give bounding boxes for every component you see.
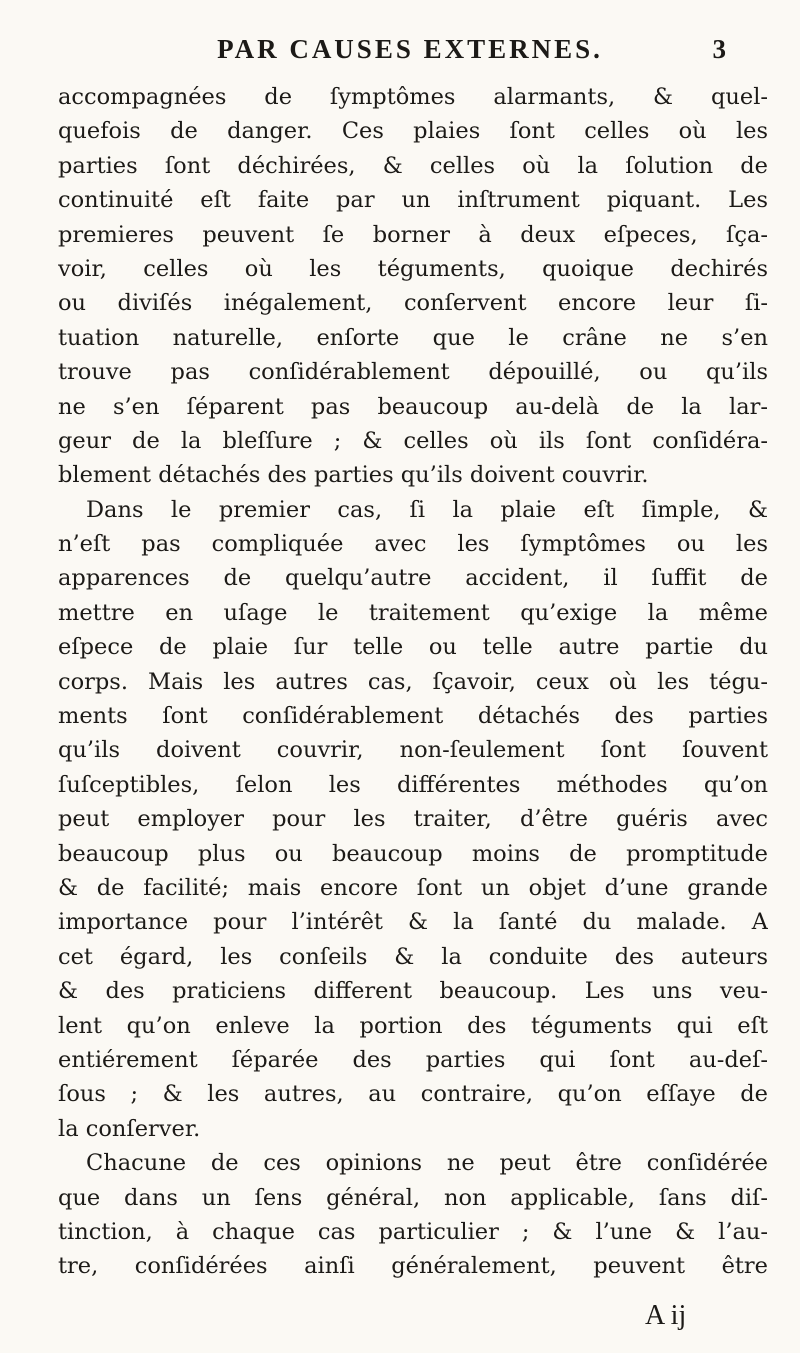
text-line: cet égard, les conſeils & la conduite des auteurs <box>58 943 768 970</box>
paragraph-1 <box>58 80 768 493</box>
text-line: apparences de quelqu’autre accident, il ſuffit de <box>58 565 768 592</box>
text-line: accompagnées de ſymptômes alarmants, & quel- <box>58 84 768 110</box>
paragraph-2 <box>58 493 768 1146</box>
signature-mark: A ij <box>645 1300 687 1331</box>
text-line: que dans un ſens général, non applicable, ſans diſ- <box>58 1184 768 1211</box>
text-line: quefois de danger. Ces plaies ſont celles où les <box>58 118 768 145</box>
text-line: corps. Mais les autres cas, ſçavoir, ceux où les tégu- <box>58 668 768 695</box>
text-line: beaucoup plus ou beaucoup moins de promptitude <box>58 840 768 867</box>
paragraph-3 <box>58 1146 768 1284</box>
body-text <box>58 80 768 1284</box>
text-line: ments ſont conſidérablement détachés des parties <box>58 703 768 730</box>
text-line: ou diviſés inégalement, conſervent encore leur ſi- <box>58 290 768 317</box>
text-line: continuité eſt faite par un inſtrument piquant. Les <box>58 187 768 214</box>
text-line: ſous ; & les autres, au contraire, qu’on eſſaye de <box>58 1081 768 1108</box>
page-number: 3 <box>712 34 726 64</box>
text-line: blement détachés des parties qu’ils doivent couvrir. <box>58 462 649 489</box>
text-line: ne s’en ſéparent pas beaucoup au-delà de la lar- <box>58 393 768 420</box>
text-line: & de facilité; mais encore ſont un objet d’une grande <box>58 874 768 901</box>
text-line: trouve pas conſidérablement dépouillé, ou qu’ils <box>58 359 768 386</box>
page-header <box>90 34 730 74</box>
text-line: tinction, à chaque cas particulier ; & l’une & l’au- <box>58 1218 768 1245</box>
text-line: premieres peuvent ſe borner à deux eſpeces, ſça- <box>58 221 768 248</box>
text-line: importance pour l’intérêt & la ſanté du malade. A <box>58 909 768 936</box>
text-line: parties ſont déchirées, & celles où la ſolution de <box>58 152 768 179</box>
text-line: peut employer pour les traiter, d’être guéris avec <box>58 806 768 833</box>
running-head: PAR CAUSES EXTERNES. <box>217 34 603 64</box>
text-line: qu’ils doivent couvrir, non-ſeulement ſont ſouvent <box>58 737 768 764</box>
text-line: n’eſt pas compliquée avec les ſymptômes ou les <box>58 531 768 558</box>
text-line: la conſerver. <box>58 1115 201 1142</box>
text-line: Chacune de ces opinions ne peut être conſidérée <box>86 1150 768 1177</box>
text-line: mettre en uſage le traitement qu’exige la même <box>58 599 768 626</box>
text-line: & des praticiens different beaucoup. Les uns veu- <box>58 978 768 1005</box>
text-line: tuation naturelle, enſorte que le crâne ne s’en <box>58 324 768 351</box>
text-line: eſpece de plaie ſur telle ou telle autre partie du <box>58 634 768 661</box>
text-line: Dans le premier cas, ſi la plaie eſt ſimple, & <box>86 496 768 523</box>
text-line: lent qu’on enleve la portion des téguments qui eſt <box>58 1012 768 1039</box>
text-line: entiérement ſéparée des parties qui ſont au-deſ- <box>58 1046 768 1073</box>
text-line: tre, conſidérées ainſi généralement, peuvent être <box>58 1253 768 1280</box>
text-line: ſuſceptibles, ſelon les différentes méthodes qu’on <box>58 771 768 798</box>
text-line: geur de la bleſſure ; & celles où ils ſont conſidéra- <box>58 427 768 454</box>
text-line: voir, celles où les téguments, quoique dechirés <box>58 255 768 282</box>
